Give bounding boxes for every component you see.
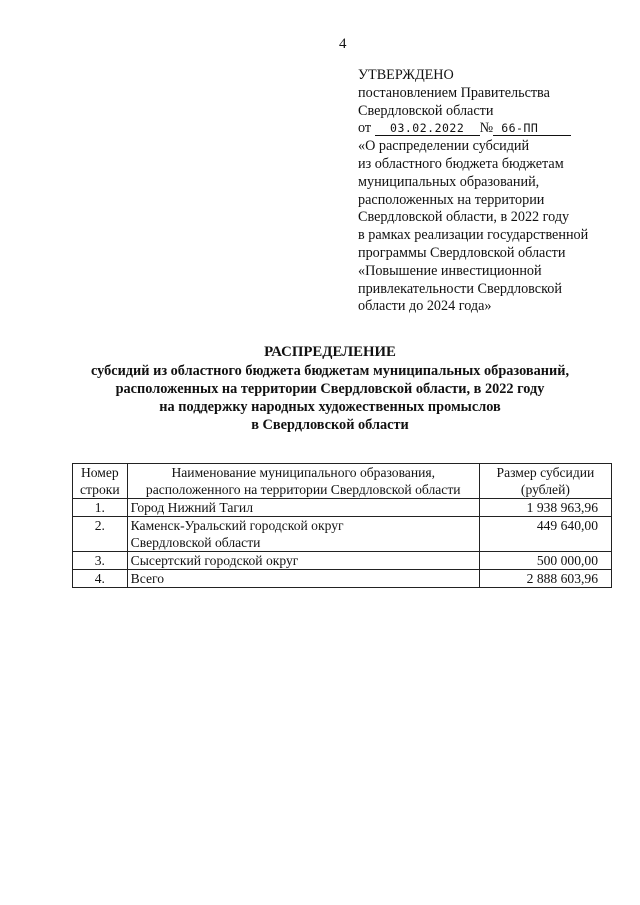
approval-line: области до 2024 года»	[358, 298, 492, 315]
approval-line: Свердловской области	[358, 102, 494, 119]
approval-line: из областного бюджета бюджетам	[358, 155, 564, 172]
header-number: Номер строки	[73, 464, 128, 499]
approval-line: постановлением Правительства	[358, 84, 550, 101]
table-header-row	[73, 464, 612, 499]
row-number: 1.	[73, 499, 128, 517]
approval-line: программы Свердловской области	[358, 244, 566, 261]
row-amount: 2 888 603,96	[479, 570, 611, 588]
title-heading: РАСПРЕДЕЛЕНИЕ	[264, 344, 396, 360]
row-name: Каменск-Уральский городской округ Свердловской области	[127, 517, 479, 552]
row-amount: 500 000,00	[479, 552, 611, 570]
title-line: на поддержку народных художественных промыслов	[159, 399, 501, 415]
approval-line: «Повышение инвестиционной	[358, 262, 542, 279]
row-amount: 1 938 963,96	[479, 499, 611, 517]
approval-line: расположенных на территории	[358, 191, 545, 208]
approval-date: 03.02.2022	[375, 122, 480, 136]
title-line: расположенных на территории Свердловской области, в 2022 году	[115, 381, 545, 397]
row-name: Всего	[127, 570, 479, 588]
document-title	[60, 343, 600, 434]
date-prefix: от	[358, 120, 372, 137]
table-row	[73, 499, 612, 517]
row-amount: 449 640,00	[479, 517, 611, 552]
approval-stamp	[358, 67, 628, 316]
row-name: Сысертский городской округ	[127, 552, 479, 570]
row-number: 2.	[73, 517, 128, 552]
table-row	[73, 570, 612, 588]
row-number: 3.	[73, 552, 128, 570]
row-number: 4.	[73, 570, 128, 588]
approval-line: «О распределении субсидий	[358, 138, 530, 155]
approval-line: в рамках реализации государственной	[358, 227, 589, 244]
subsidy-table	[72, 463, 612, 588]
approval-line: привлекательности Свердловской	[358, 280, 562, 297]
approval-heading: УТВЕРЖДЕНО	[358, 67, 454, 83]
header-name: Наименование муниципального образования, расположенного на территории Свердловской области	[127, 464, 479, 499]
approval-number: 66-ПП	[493, 122, 571, 136]
header-amount: Размер субсидии (рублей)	[479, 464, 611, 499]
approval-date-line	[358, 120, 628, 138]
page-number: 4	[339, 36, 347, 52]
number-sign: №	[479, 120, 494, 137]
row-name: Город Нижний Тагил	[127, 499, 479, 517]
table-row	[73, 517, 612, 552]
title-line: в Свердловской области	[251, 417, 409, 433]
title-line: субсидий из областного бюджета бюджетам муниципальных образований,	[90, 363, 570, 379]
approval-line: Свердловской области, в 2022 году	[358, 209, 570, 226]
approval-line: муниципальных образований,	[358, 173, 540, 190]
table-row	[73, 552, 612, 570]
